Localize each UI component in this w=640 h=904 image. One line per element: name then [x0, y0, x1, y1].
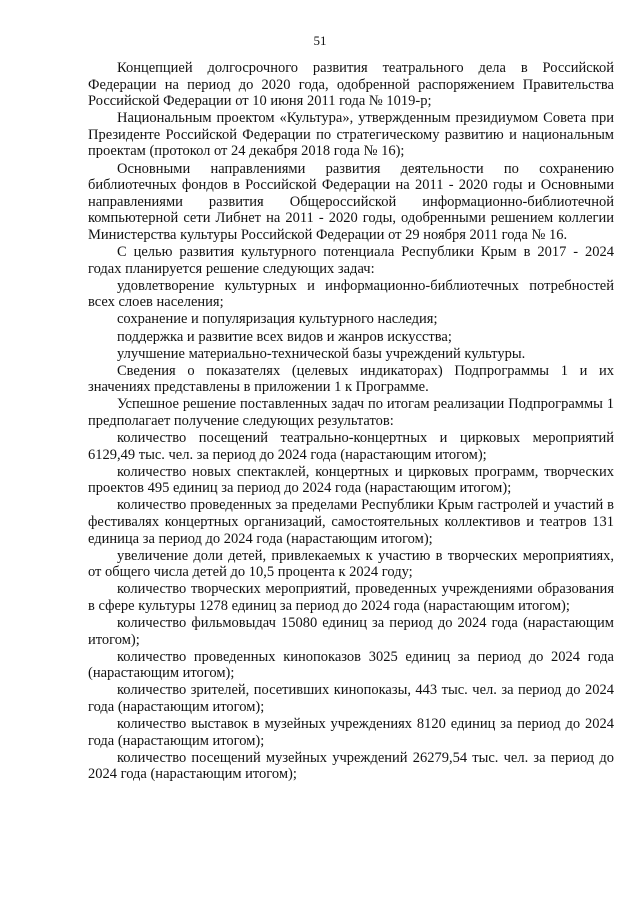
result-item-8: количество зрителей, посетивших кинопоказы, 443 тыс. чел. за период до 2024 года (нарастающим итогом);	[88, 682, 614, 716]
list-item-task-4: улучшение материально-технической базы учреждений культуры.	[117, 345, 526, 362]
result-item-2: количество новых спектаклей, концертных и цирковых программ, творческих проектов 495 единиц за период до 2024 года (нарастающим итогом);	[88, 463, 614, 497]
list-item-task-1: удовлетворение культурных и информационно-библиотечных потребностей всех слоев населения;	[88, 277, 614, 311]
list-item-task-3: поддержка и развитие всех видов и жанров искусства;	[117, 328, 452, 345]
result-item-3: количество проведенных за пределами Республики Крым гастролей и участий в фестивалях концертных организаций, самостоятельных коллективов и театров 131 единица за период до 2024 года (нарастающим итогом);	[88, 497, 614, 547]
result-item-7: количество проведенных кинопоказов 3025 единиц за период до 2024 года (нарастающим итогом);	[88, 648, 614, 682]
paragraph-1: Концепцией долгосрочного развития театрального дела в Российской Федерации на период до 2020 года, одобренной распоряжением Правительства Российской Федерации от 10 июня 2011 года № 1019-р;	[88, 60, 614, 110]
paragraph-3: Основными направлениями развития деятельности по сохранению библиотечных фондов в Российской Федерации на 2011 - 2020 годы и Основными направлениями развития Общероссийской информационно-библиотечной компьютерной сети Либнет на 2011 - 2020 годы, одобренными решением коллегии Министерства культуры Российской Федерации от 29 ноября 2011 года № 16.	[88, 160, 614, 243]
result-item-6: количество фильмовыдач 15080 единиц за период до 2024 года (нарастающим итогом);	[88, 615, 614, 648]
paragraph-2: Национальным проектом «Культура», утвержденным президиумом Совета при Президенте Российской Федерации по стратегическому развитию и национальным проектам (протокол от 24 декабря 2018 года № 16);	[88, 110, 614, 160]
page-number: 51	[313, 33, 327, 48]
result-item-1: количество посещений театрально-концертных и цирковых мероприятий 6129,49 тыс. чел. за период до 2024 года (нарастающим итогом);	[88, 430, 614, 463]
document-body	[88, 60, 614, 784]
paragraph-indicators: Сведения о показателях (целевых индикаторах) Подпрограммы 1 и их значениях представлены в приложении 1 к Программе.	[88, 362, 614, 396]
result-item-9: количество выставок в музейных учреждениях 8120 единиц за период до 2024 года (нарастающим итогом);	[88, 716, 614, 749]
result-item-5: количество творческих мероприятий, проведенных учреждениями образования в сфере культуры 1278 единиц за период до 2024 года (нарастающим итогом);	[88, 581, 614, 614]
paragraph-4: С целью развития культурного потенциала Республики Крым в 2017 - 2024 годах планируется решение следующих задач:	[88, 244, 614, 277]
list-item-task-2: сохранение и популяризация культурного наследия;	[117, 311, 438, 328]
result-item-4: увеличение доли детей, привлекаемых к участию в творческих мероприятиях, от общего числа детей до 10,5 процента к 2024 году;	[88, 547, 614, 581]
result-item-10: количество посещений музейных учреждений 26279,54 тыс. чел. за период до 2024 года (нарастающим итогом);	[88, 749, 614, 783]
paragraph-results-intro: Успешное решение поставленных задач по итогам реализации Подпрограммы 1 предполагает получение следующих результатов:	[88, 396, 614, 429]
